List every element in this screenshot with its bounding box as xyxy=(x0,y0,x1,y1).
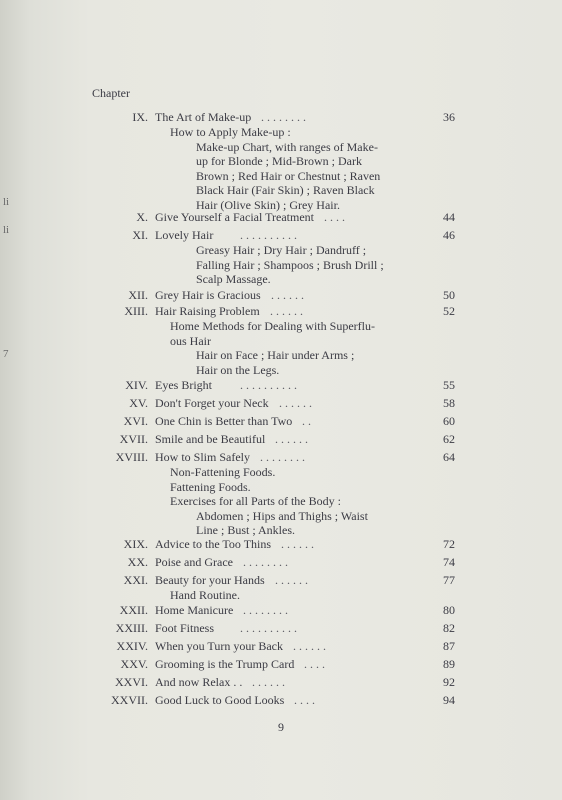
chapter-title: Good Luck to Good Looks xyxy=(155,693,285,707)
chapter-page-number: 55 xyxy=(443,378,455,392)
chapter-title: Grooming is the Trump Card xyxy=(155,657,295,671)
chapter-page-number: 72 xyxy=(443,537,455,551)
dot-leader: . . . . . . . . xyxy=(243,555,288,569)
toc-subentry: Non-Fattening Foods. xyxy=(170,465,276,479)
dot-leader: . . . . . . xyxy=(279,396,312,410)
chapter-number: XXII. xyxy=(119,603,148,617)
toc-line xyxy=(0,228,562,242)
chapter-title: Foot Fitness xyxy=(155,621,215,635)
chapter-page-number: 92 xyxy=(443,675,455,689)
dot-leader: . . . . . . . . . . xyxy=(240,621,297,635)
toc-line xyxy=(0,537,562,551)
chapter-number: XV. xyxy=(129,396,148,410)
toc-subentry: up for Blonde ; Mid-Brown ; Dark xyxy=(196,154,362,168)
toc-line xyxy=(0,432,562,446)
chapter-number: XXVII. xyxy=(111,693,148,707)
toc-subentry: Black Hair (Fair Skin) ; Raven Black xyxy=(196,183,375,197)
toc-subentry: Hair (Olive Skin) ; Grey Hair. xyxy=(196,197,340,212)
toc-line xyxy=(0,378,562,392)
toc-subentry: Brown ; Red Hair or Chestnut ; Raven xyxy=(196,168,381,183)
toc-line xyxy=(0,639,562,653)
page-number: 9 xyxy=(278,720,284,734)
toc-subentry: Greasy Hair ; Dry Hair ; Dandruff ; xyxy=(196,243,367,257)
chapter-title: And now Relax . . xyxy=(155,675,243,689)
toc-line xyxy=(0,450,562,464)
chapter-title: One Chin is Better than Two xyxy=(155,414,293,428)
margin-mark: li xyxy=(3,196,10,208)
chapter-page-number: 77 xyxy=(443,573,455,587)
dot-leader: . . . . . . . . . . xyxy=(240,378,297,392)
toc-subentry: Hair on the Legs. xyxy=(196,362,280,377)
chapter-page-number: 36 xyxy=(443,110,455,124)
toc-subentry: Scalp Massage. xyxy=(196,272,271,286)
toc-line xyxy=(0,621,562,635)
toc-line xyxy=(0,288,562,302)
chapter-number: XVI. xyxy=(123,414,148,428)
dot-leader: . . xyxy=(302,414,311,428)
dot-leader: . . . . . . xyxy=(270,304,303,318)
toc-subentry: How to Apply Make-up : xyxy=(170,125,291,139)
chapter-number: XIII. xyxy=(124,304,148,318)
toc-line xyxy=(0,210,562,224)
toc-subentry: Line ; Bust ; Ankles. xyxy=(196,523,295,537)
chapter-title: Beauty for your Hands xyxy=(155,573,265,587)
toc-subentry: Home Methods for Dealing with Superflu- xyxy=(170,319,375,333)
chapter-number: IX. xyxy=(132,110,148,124)
dot-leader: . . . . . . xyxy=(275,432,308,446)
dot-leader: . . . . xyxy=(304,657,325,671)
chapter-title: Smile and be Beautiful xyxy=(155,432,266,446)
toc-line xyxy=(0,675,562,689)
chapter-number: XXI. xyxy=(123,573,148,587)
chapter-title: Don't Forget your Neck xyxy=(155,396,269,410)
toc-subentry: Fattening Foods. xyxy=(170,479,251,494)
chapter-number: XVII. xyxy=(119,432,148,446)
chapter-number: XXIV. xyxy=(116,639,148,653)
chapter-page-number: 94 xyxy=(443,693,455,707)
dot-leader: . . . . . . xyxy=(281,537,314,551)
chapter-title: The Art of Make-up xyxy=(155,110,252,124)
chapter-title: Advice to the Too Thins xyxy=(155,537,272,551)
dot-leader: . . . . . . xyxy=(271,288,304,302)
chapter-page-number: 74 xyxy=(443,555,455,569)
dot-leader: . . . . . . xyxy=(293,639,326,653)
toc-subentry: Abdomen ; Hips and Thighs ; Waist xyxy=(196,508,368,523)
toc-subentry: Exercises for all Parts of the Body : xyxy=(170,494,341,508)
chapter-title: Home Manicure xyxy=(155,603,234,617)
chapter-heading: Chapter xyxy=(92,86,130,100)
dot-leader: . . . . . . . . xyxy=(243,603,288,617)
chapter-page-number: 46 xyxy=(443,228,455,242)
chapter-page-number: 60 xyxy=(443,414,455,428)
toc-subentry: Hand Routine. xyxy=(170,588,240,602)
chapter-number: XVIII. xyxy=(115,450,148,464)
chapter-page-number: 52 xyxy=(443,304,455,318)
toc-subentry: Hair on Face ; Hair under Arms ; xyxy=(196,348,355,362)
chapter-title: Lovely Hair xyxy=(155,228,214,242)
chapter-page-number: 80 xyxy=(443,603,455,617)
dot-leader: . . . . xyxy=(324,210,345,224)
dot-leader: . . . . . . . . xyxy=(261,110,306,124)
toc-line xyxy=(0,110,562,124)
chapter-title: How to Slim Safely xyxy=(155,450,250,464)
chapter-page-number: 87 xyxy=(443,639,455,653)
dot-leader: . . . . . . xyxy=(252,675,285,689)
toc-subentry: Make-up Chart, with ranges of Make- xyxy=(196,139,378,154)
toc-line xyxy=(0,657,562,671)
toc-line xyxy=(0,414,562,428)
toc-line xyxy=(0,304,562,318)
chapter-page-number: 64 xyxy=(443,450,455,464)
chapter-number: XIV. xyxy=(125,378,148,392)
chapter-number: XX. xyxy=(127,555,148,569)
toc-line xyxy=(0,396,562,410)
dot-leader: . . . . . . . . . . xyxy=(240,228,297,242)
chapter-page-number: 62 xyxy=(443,432,455,446)
chapter-number: XXV. xyxy=(120,657,148,671)
chapter-number: XIX. xyxy=(123,537,148,551)
toc-line xyxy=(0,603,562,617)
chapter-title: Give Yourself a Facial Treatment xyxy=(155,210,314,224)
toc-line xyxy=(0,693,562,707)
chapter-number: XXIII. xyxy=(115,621,148,635)
chapter-title: Poise and Grace xyxy=(155,555,233,569)
chapter-title: Hair Raising Problem xyxy=(155,304,260,318)
dot-leader: . . . . . . . . xyxy=(260,450,305,464)
chapter-number: XII. xyxy=(128,288,148,302)
margin-mark: 7 xyxy=(3,348,9,360)
chapter-title: When you Turn your Back xyxy=(155,639,283,653)
chapter-page-number: 82 xyxy=(443,621,455,635)
toc-line xyxy=(0,573,562,587)
margin-mark: li xyxy=(3,224,10,236)
toc-subentry: Falling Hair ; Shampoos ; Brush Drill ; xyxy=(196,257,384,272)
chapter-page-number: 58 xyxy=(443,396,455,410)
chapter-title: Grey Hair is Gracious xyxy=(155,288,261,302)
chapter-page-number: 89 xyxy=(443,657,455,671)
chapter-number: X. xyxy=(136,210,148,224)
dot-leader: . . . . . . xyxy=(275,573,308,587)
chapter-number: XXVI. xyxy=(115,675,148,689)
chapter-title: Eyes Bright xyxy=(155,378,212,392)
chapter-page-number: 50 xyxy=(443,288,455,302)
chapter-number: XI. xyxy=(132,228,148,242)
toc-subentry: ous Hair xyxy=(170,333,211,348)
dot-leader: . . . . xyxy=(294,693,315,707)
toc-line xyxy=(0,555,562,569)
chapter-page-number: 44 xyxy=(443,210,455,224)
